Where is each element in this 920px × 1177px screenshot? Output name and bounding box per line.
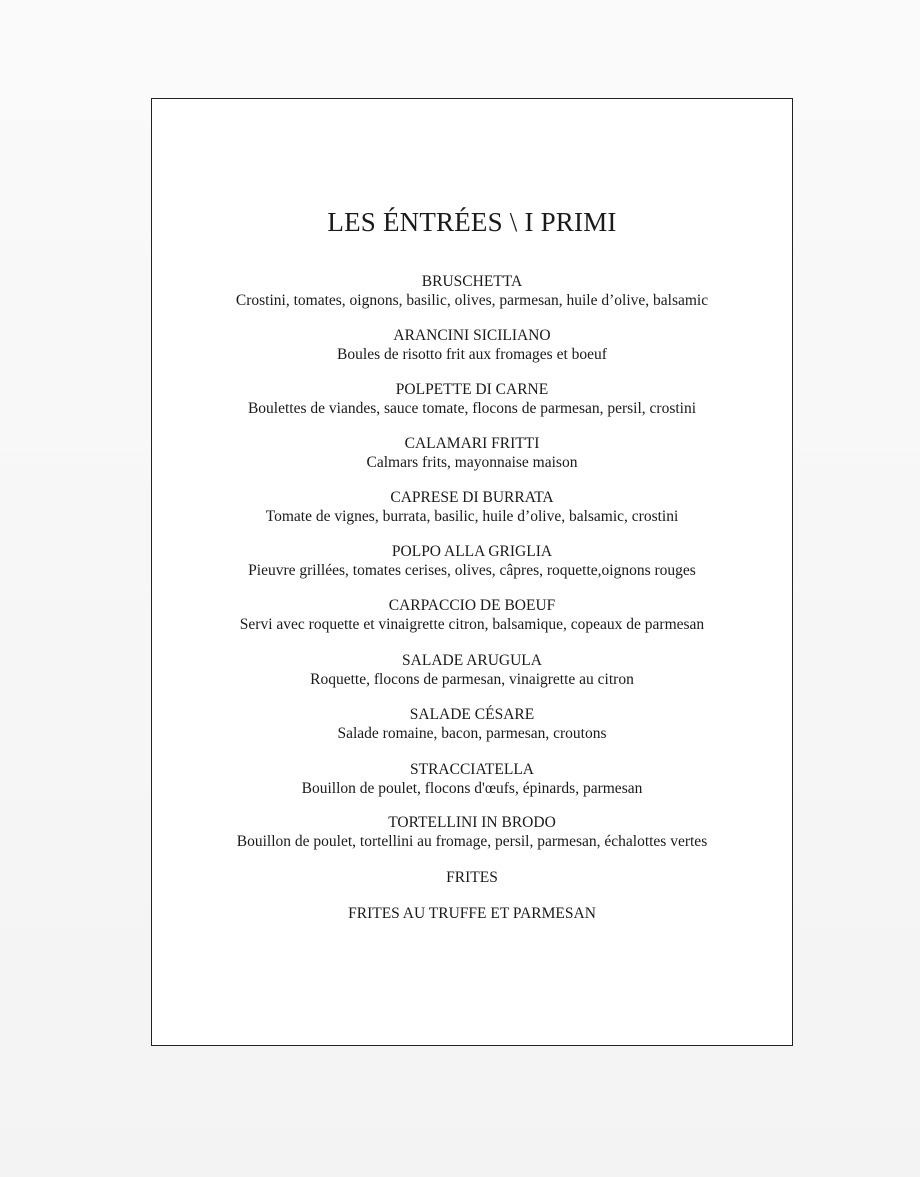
menu-item-tortellini-in-brodo [152, 813, 792, 851]
dish-name: STRACCIATELLA [410, 761, 534, 778]
dish-description: Roquette, flocons de parmesan, vinaigrette au citron [310, 671, 634, 688]
menu-border-frame [151, 98, 793, 1046]
menu-item-caprese-di-burrata [152, 488, 792, 526]
dish-name: CALAMARI FRITTI [404, 435, 540, 452]
menu-item-salade-cesare [152, 705, 792, 743]
dish-name: SALADE CÉSARE [409, 706, 535, 723]
dish-description: Bouillon de poulet, tortellini au fromage, persil, parmesan, échalottes vertes [236, 833, 708, 850]
dish-name: FRITES AU TRUFFE ET PARMESAN [348, 905, 596, 922]
dish-description: Servi avec roquette et vinaigrette citron, balsamique, copeaux de parmesan [239, 616, 705, 633]
menu-item-arancini-siciliano [152, 326, 792, 364]
menu-item-polpette-di-carne [152, 380, 792, 418]
menu-item-frites [152, 868, 792, 887]
dish-name: POLPO ALLA GRIGLIA [391, 543, 553, 560]
dish-name: FRITES [446, 869, 498, 886]
dish-description: Salade romaine, bacon, parmesan, croutons [337, 725, 607, 742]
dish-description: Crostini, tomates, oignons, basilic, olives, parmesan, huile d’olive, balsamic [235, 292, 709, 309]
dish-description: Boules de risotto frit aux fromages et boeuf [337, 346, 607, 363]
dish-description: Pieuvre grillées, tomates cerises, olives, câpres, roquette,oignons rouges [248, 562, 696, 579]
dish-name: TORTELLINI IN BRODO [388, 814, 556, 831]
menu-item-frites-au-truffe [152, 904, 792, 923]
dish-name: CAPRESE DI BURRATA [390, 489, 554, 506]
menu-title: LES ÉNTRÉES \ I PRIMI [327, 207, 617, 237]
dish-description: Boulettes de viandes, sauce tomate, flocons de parmesan, persil, crostini [247, 400, 697, 417]
menu-item-salade-arugula [152, 651, 792, 689]
menu-item-calamari-fritti [152, 434, 792, 472]
menu-item-stracciatella [152, 760, 792, 798]
dish-description: Calmars frits, mayonnaise maison [366, 454, 578, 471]
menu-item-bruschetta [152, 272, 792, 310]
dish-name: BRUSCHETTA [421, 273, 523, 290]
dish-name: ARANCINI SICILIANO [393, 327, 551, 344]
dish-description: Bouillon de poulet, flocons d'œufs, épinards, parmesan [301, 780, 643, 797]
dish-name: POLPETTE DI CARNE [395, 381, 549, 398]
dish-name: SALADE ARUGULA [402, 652, 542, 669]
menu-item-polpo-alla-griglia [152, 542, 792, 580]
menu-item-carpaccio-de-boeuf [152, 596, 792, 634]
dish-description: Tomate de vignes, burrata, basilic, huile d’olive, balsamic, crostini [265, 508, 679, 525]
dish-name: CARPACCIO DE BOEUF [388, 597, 556, 614]
